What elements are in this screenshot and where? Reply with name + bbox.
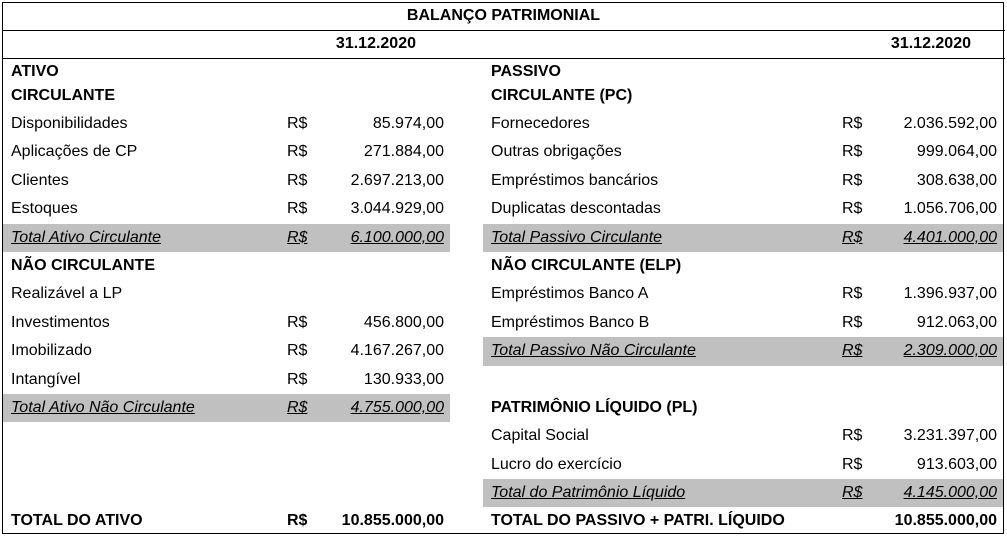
row-label: Total Ativo Circulante — [11, 228, 161, 246]
currency-label: R$ — [842, 228, 863, 246]
row-label: Duplicatas descontadas — [491, 200, 661, 218]
amount-value: 4.401.000,00 — [903, 228, 997, 246]
currency-label: R$ — [842, 171, 863, 189]
currency-label: R$ — [287, 313, 308, 331]
item-row — [483, 309, 1003, 337]
currency-label: R$ — [287, 143, 308, 161]
sheet-title: BALANÇO PATRIMONIAL — [406, 7, 601, 24]
currency-label: R$ — [842, 455, 863, 473]
row-label: Investimentos — [11, 313, 110, 331]
item-row — [3, 110, 450, 138]
currency-label: R$ — [287, 342, 308, 360]
amount-value: 2.036.592,00 — [903, 115, 997, 132]
row-label: PATRIMÔNIO LÍQUIDO (PL) — [491, 398, 698, 416]
passivo-heading: PASSIVO — [491, 63, 561, 80]
ativo-column — [3, 58, 450, 536]
currency-label: R$ — [842, 200, 863, 218]
row-label: TOTAL DO PASSIVO + PATRI. LÍQUIDO — [491, 512, 785, 530]
total-row — [483, 224, 1003, 252]
currency-label: R$ — [842, 285, 863, 303]
row-label: Empréstimos Banco A — [491, 285, 649, 303]
row-label: Empréstimos bancários — [491, 171, 659, 189]
passivo-column — [483, 58, 1003, 536]
blank-row — [3, 451, 450, 479]
head-row — [3, 252, 450, 280]
amount-value: 3.231.397,00 — [903, 427, 997, 445]
amount-value: 456.800,00 — [363, 313, 444, 331]
amount-value: 308.638,00 — [916, 171, 997, 189]
currency-label: R$ — [287, 228, 308, 246]
total-row — [3, 394, 450, 422]
item-row — [483, 422, 1003, 450]
amount-value: 4.145.000,00 — [903, 484, 997, 502]
head-row — [483, 252, 1003, 280]
amount-value: 999.064,00 — [916, 143, 997, 161]
amount-value: 2.697.213,00 — [350, 171, 444, 189]
amount-value: 3.044.929,00 — [350, 200, 444, 218]
row-label: Clientes — [11, 171, 69, 189]
item-row — [3, 195, 450, 223]
grand-row — [483, 507, 1003, 535]
item-row — [483, 280, 1003, 308]
row-label: NÃO CIRCULANTE (ELP) — [491, 256, 682, 274]
row-label: Fornecedores — [491, 115, 590, 132]
row-label: Total Passivo Circulante — [491, 228, 663, 246]
row-label: Total Ativo Não Circulante — [11, 398, 195, 416]
currency-label: R$ — [287, 398, 308, 416]
currency-label: R$ — [842, 484, 863, 502]
total-row — [3, 224, 450, 252]
total-row — [483, 337, 1003, 365]
item-row — [3, 337, 450, 365]
amount-value: 6.100.000,00 — [350, 228, 444, 246]
amount-value: 10.855.000,00 — [894, 512, 997, 530]
currency-label: R$ — [287, 171, 308, 189]
row-label: TOTAL DO ATIVO — [11, 512, 143, 530]
amount-value: 4.167.267,00 — [350, 342, 444, 360]
item-row — [483, 138, 1003, 166]
total-row — [483, 479, 1003, 507]
amount-value: 10.855.000,00 — [341, 512, 444, 530]
row-label: Lucro do exercício — [491, 455, 622, 473]
item-row — [3, 167, 450, 195]
ativo-subheading: CIRCULANTE — [11, 87, 115, 104]
row-label: Empréstimos Banco B — [491, 313, 650, 331]
amount-value: 130.933,00 — [363, 370, 444, 388]
item-row — [483, 451, 1003, 479]
row-label: Intangível — [11, 370, 81, 388]
row-label: Capital Social — [491, 427, 589, 445]
blank-row — [3, 479, 450, 507]
row-label: Realizável a LP — [11, 285, 123, 303]
amount-value: 1.396.937,00 — [903, 285, 997, 303]
amount-value: 271.884,00 — [363, 143, 444, 161]
item-row — [483, 167, 1003, 195]
item-row — [483, 195, 1003, 223]
passivo-heading-row — [483, 58, 1003, 84]
amount-value: 4.755.000,00 — [350, 398, 444, 416]
grand-row — [3, 507, 450, 535]
passivo-subheading-row — [483, 84, 1003, 110]
ativo-date: 31.12.2020 — [335, 35, 416, 52]
item-row — [3, 309, 450, 337]
item-row — [3, 280, 450, 308]
row-label: Total Passivo Não Circulante — [491, 342, 696, 360]
amount-value: 913.603,00 — [916, 455, 997, 473]
currency-label: R$ — [842, 342, 863, 360]
currency-label: R$ — [842, 115, 863, 132]
amount-value: 1.056.706,00 — [903, 200, 997, 218]
currency-label: R$ — [287, 370, 308, 388]
item-row — [3, 366, 450, 394]
ativo-heading-row — [3, 58, 450, 84]
currency-label: R$ — [287, 512, 308, 530]
currency-label: R$ — [842, 143, 863, 161]
currency-label: R$ — [842, 313, 863, 331]
item-row — [3, 138, 450, 166]
item-row — [483, 110, 1003, 138]
row-label: Aplicações de CP — [11, 143, 138, 161]
blank-row — [483, 366, 1003, 394]
ativo-subheading-row — [3, 84, 450, 110]
currency-label: R$ — [287, 115, 308, 132]
currency-label: R$ — [842, 427, 863, 445]
row-label: Imobilizado — [11, 342, 92, 360]
head-row — [483, 394, 1003, 422]
row-label: NÃO CIRCULANTE — [11, 256, 155, 274]
amount-value: 85.974,00 — [372, 115, 444, 132]
passivo-date: 31.12.2020 — [890, 35, 971, 52]
blank-row — [3, 422, 450, 450]
amount-value: 2.309.000,00 — [903, 342, 997, 360]
passivo-subheading: CIRCULANTE (PC) — [491, 87, 633, 104]
row-label: Disponibilidades — [11, 115, 128, 132]
row-label: Estoques — [11, 200, 78, 218]
currency-label: R$ — [287, 200, 308, 218]
row-label: Total do Patrimônio Líquido — [491, 484, 686, 502]
ativo-heading: ATIVO — [11, 63, 59, 80]
amount-value: 912.063,00 — [916, 313, 997, 331]
row-label: Outras obrigações — [491, 143, 622, 161]
